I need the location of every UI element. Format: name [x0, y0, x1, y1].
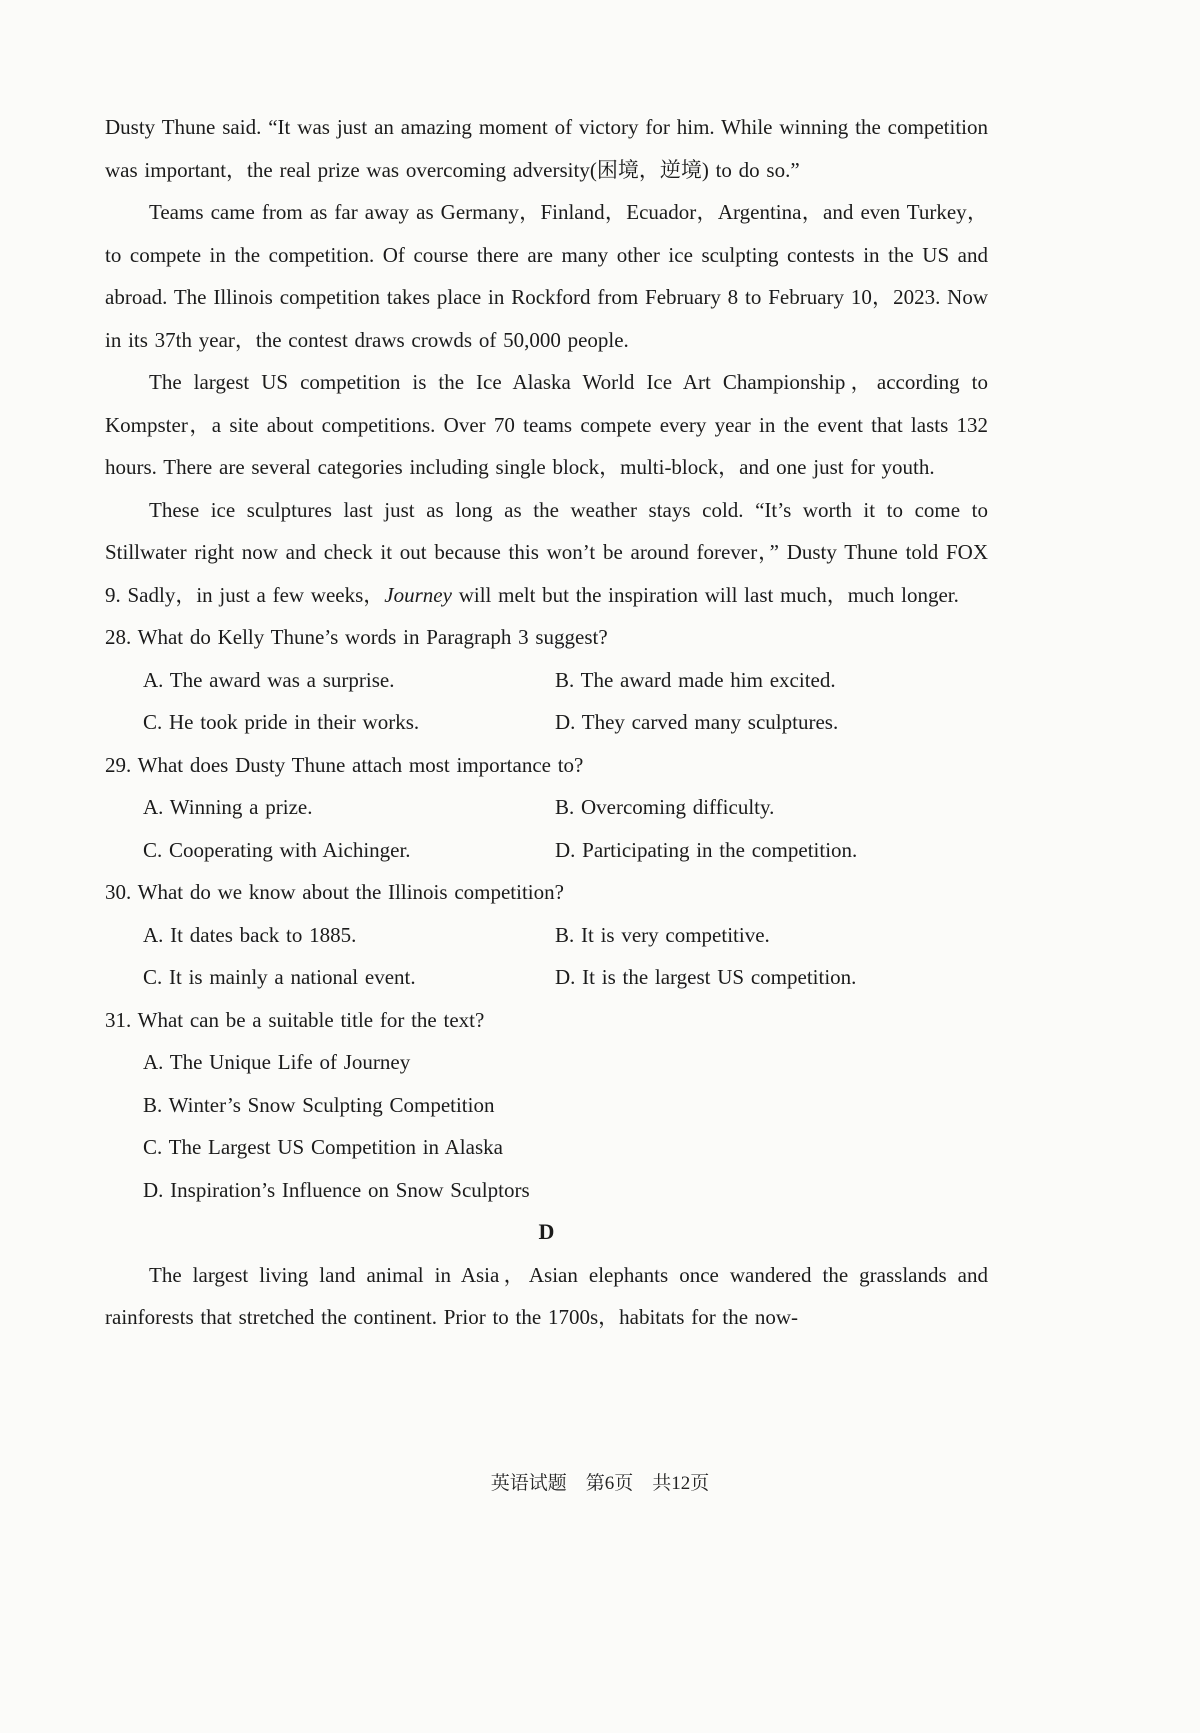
option-A: A. It dates back to 1885.: [143, 922, 357, 947]
text-run: These ice sculptures last just as long as the weather stays cold. “It’s worth it to come to Stillwater right now and check it out because this won’t be around forever，” Dusty Thune told FOX 9. Sadly，in just a few weeks，: [105, 497, 988, 607]
passage-paragraph: [105, 106, 988, 191]
question-stem: 30. What do we know about the Illinois competition?: [105, 880, 564, 904]
section-d-label: D: [538, 1219, 555, 1244]
option-A: A. The Unique Life of Journey: [143, 1050, 411, 1074]
options-grid: [105, 786, 988, 871]
option-D: D. They carved many sculptures.: [555, 710, 839, 734]
option-D: D. Inspiration’s Influence on Snow Sculptors: [143, 1177, 530, 1202]
question-28: [105, 616, 988, 744]
options-list: [105, 1041, 988, 1211]
section-d-paragraphs: [105, 1254, 988, 1339]
question-stem: 31. What can be a suitable title for the text?: [105, 1007, 485, 1032]
option-C: C. It is mainly a national event.: [143, 965, 416, 989]
text-run: The largest living land animal in Asia，Asian elephants once wandered the grasslands and rainforests that stretched the continent. Prior to the 1700s，habitats for the now-: [105, 1262, 988, 1329]
option-A: A. The award was a surprise.: [143, 667, 395, 692]
option-B: B. Winter’s Snow Sculpting Competition: [143, 1092, 495, 1117]
passage-paragraph: [105, 191, 988, 361]
option-B: B. It is very competitive.: [555, 922, 770, 947]
passage-paragraph: [105, 361, 988, 489]
page-footer: [0, 1468, 1200, 1500]
option-B: B. The award made him excited.: [555, 667, 836, 692]
option-C: C. He took pride in their works.: [143, 710, 420, 734]
option-C: C. The Largest US Competition in Alaska: [143, 1135, 503, 1159]
passage-paragraphs: [105, 106, 988, 616]
question-stem: 28. What do Kelly Thune’s words in Paragraph 3 suggest?: [105, 625, 608, 649]
option-B: B. Overcoming difficulty.: [555, 795, 775, 819]
question-30: [105, 871, 988, 999]
italic-text-run: Journey: [384, 582, 452, 607]
option-A: A. Winning a prize.: [143, 795, 313, 819]
option-D: D. It is the largest US competition.: [555, 965, 857, 989]
questions-section: [105, 616, 988, 1211]
text-run: will melt but the inspiration will last much，much longer.: [451, 582, 959, 607]
text-run: Teams came from as far away as Germany，Finland，Ecuador，Argentina，and even Turkey，to compete in the competition. Of course there are many other ice sculpting contests in the US and abroad. The Illinois competition takes place in Rockford from February 8 to February 10，2023. Now in its 37th year，the contest draws crowds of 50,000 people.: [105, 200, 988, 352]
options-grid: [105, 914, 988, 999]
question-stem: 29. What does Dusty Thune attach most importance to?: [105, 752, 584, 777]
passage-paragraph: [105, 489, 988, 617]
question-31: [105, 999, 988, 1212]
footer-text: 英语试题 第6页 共12页: [490, 1473, 710, 1494]
text-run: The largest US competition is the Ice Alaska World Ice Art Championship，according to Kompster，a site about competitions. Over 70 teams compete every year in the event that lasts 132 hours. There are several categories including single block，multi-block，and one just for youth.: [105, 370, 988, 479]
question-29: [105, 744, 988, 872]
option-C: C. Cooperating with Aichinger.: [143, 837, 411, 862]
options-grid: [105, 659, 988, 744]
passage-paragraph: [105, 1254, 988, 1339]
text-run: Dusty Thune said. “It was just an amazing moment of victory for him. While winning the competition was important，the real prize was overcoming adversity(困境，逆境) to do so.”: [105, 115, 988, 182]
option-D: D. Participating in the competition.: [555, 837, 858, 862]
